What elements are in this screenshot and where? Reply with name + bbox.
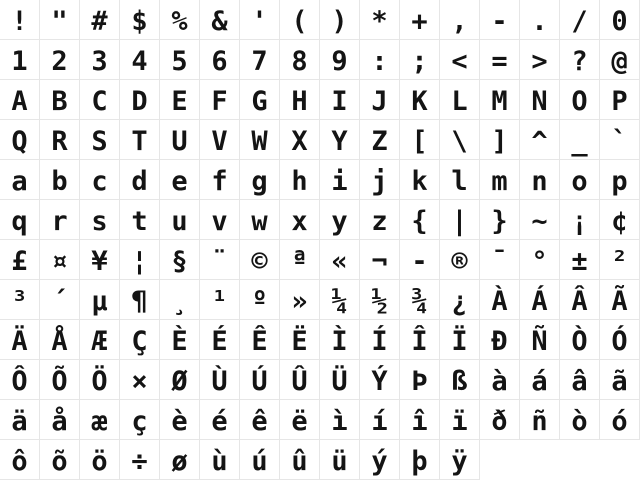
glyph-cell[interactable]: Ü <box>320 360 360 400</box>
glyph-cell[interactable]: ø <box>160 440 200 480</box>
glyph-cell[interactable]: ú <box>240 440 280 480</box>
glyph-cell[interactable]: X <box>280 120 320 160</box>
glyph-cell[interactable]: : <box>360 40 400 80</box>
glyph-cell[interactable]: . <box>520 0 560 40</box>
glyph-cell[interactable]: â <box>560 360 600 400</box>
glyph-cell[interactable]: ã <box>600 360 640 400</box>
glyph-cell[interactable]: í <box>360 400 400 440</box>
glyph-cell[interactable]: i <box>320 160 360 200</box>
glyph-cell[interactable]: r <box>40 200 80 240</box>
glyph-cell[interactable]: | <box>440 200 480 240</box>
glyph-cell[interactable]: < <box>440 40 480 80</box>
glyph-cell[interactable]: w <box>240 200 280 240</box>
glyph-cell[interactable]: ' <box>240 0 280 40</box>
glyph-cell[interactable]: Ñ <box>520 320 560 360</box>
glyph-cell[interactable]: ° <box>520 240 560 280</box>
glyph-cell[interactable]: ¥ <box>80 240 120 280</box>
glyph-cell[interactable]: 2 <box>40 40 80 80</box>
glyph-cell[interactable]: ] <box>480 120 520 160</box>
glyph-cell[interactable]: £ <box>0 240 40 280</box>
glyph-cell[interactable]: ì <box>320 400 360 440</box>
glyph-cell[interactable]: + <box>400 0 440 40</box>
glyph-cell[interactable]: C <box>80 80 120 120</box>
glyph-cell[interactable]: u <box>160 200 200 240</box>
glyph-cell[interactable]: & <box>200 0 240 40</box>
glyph-cell[interactable]: § <box>160 240 200 280</box>
glyph-cell[interactable]: Ç <box>120 320 160 360</box>
glyph-cell[interactable]: ï <box>440 400 480 440</box>
glyph-cell[interactable]: ( <box>280 0 320 40</box>
glyph-cell[interactable]: Ú <box>240 360 280 400</box>
glyph-cell[interactable]: ¾ <box>400 280 440 320</box>
glyph-cell[interactable]: P <box>600 80 640 120</box>
glyph-cell[interactable]: Û <box>280 360 320 400</box>
glyph-cell[interactable]: J <box>360 80 400 120</box>
glyph-cell[interactable]: Ë <box>280 320 320 360</box>
glyph-cell[interactable]: h <box>280 160 320 200</box>
glyph-cell[interactable]: É <box>200 320 240 360</box>
glyph-cell[interactable]: Ù <box>200 360 240 400</box>
glyph-cell[interactable]: ò <box>560 400 600 440</box>
glyph-cell[interactable]: A <box>0 80 40 120</box>
empty-cell <box>560 440 600 480</box>
glyph-cell[interactable]: m <box>480 160 520 200</box>
glyph-cell[interactable]: V <box>200 120 240 160</box>
glyph-cell[interactable]: ý <box>360 440 400 480</box>
glyph-cell[interactable]: f <box>200 160 240 200</box>
glyph-cell[interactable]: b <box>40 160 80 200</box>
glyph-cell[interactable]: Õ <box>40 360 80 400</box>
glyph-cell[interactable]: È <box>160 320 200 360</box>
glyph-cell[interactable]: 3 <box>80 40 120 80</box>
glyph-cell[interactable]: Ý <box>360 360 400 400</box>
glyph-cell[interactable]: Þ <box>400 360 440 400</box>
glyph-cell[interactable]: º <box>240 280 280 320</box>
glyph-cell[interactable]: q <box>0 200 40 240</box>
glyph-cell[interactable]: " <box>40 0 80 40</box>
glyph-cell[interactable]: ¸ <box>160 280 200 320</box>
glyph-cell[interactable]: S <box>80 120 120 160</box>
glyph-cell[interactable]: © <box>240 240 280 280</box>
glyph-cell[interactable]: å <box>40 400 80 440</box>
glyph-cell[interactable]: ½ <box>360 280 400 320</box>
glyph-cell[interactable]: ê <box>240 400 280 440</box>
glyph-cell[interactable]: p <box>600 160 640 200</box>
glyph-cell[interactable]: » <box>280 280 320 320</box>
glyph-cell[interactable]: x <box>280 200 320 240</box>
glyph-cell[interactable]: v <box>200 200 240 240</box>
glyph-cell[interactable]: \ <box>440 120 480 160</box>
glyph-cell[interactable]: 9 <box>320 40 360 80</box>
glyph-cell[interactable]: # <box>80 0 120 40</box>
glyph-cell[interactable]: ¹ <box>200 280 240 320</box>
glyph-cell[interactable]: Æ <box>80 320 120 360</box>
glyph-cell[interactable]: I <box>320 80 360 120</box>
glyph-cell[interactable]: o <box>560 160 600 200</box>
glyph-cell[interactable]: ¯ <box>480 240 520 280</box>
glyph-cell[interactable]: Ø <box>160 360 200 400</box>
glyph-cell[interactable]: c <box>80 160 120 200</box>
glyph-cell[interactable]: 0 <box>600 0 640 40</box>
glyph-cell[interactable]: 1 <box>0 40 40 80</box>
glyph-cell[interactable]: N <box>520 80 560 120</box>
glyph-cell[interactable]: ´ <box>40 280 80 320</box>
glyph-cell[interactable]: K <box>400 80 440 120</box>
glyph-cell[interactable]: ` <box>600 120 640 160</box>
glyph-cell[interactable]: H <box>280 80 320 120</box>
glyph-cell[interactable]: Å <box>40 320 80 360</box>
glyph-cell[interactable]: e <box>160 160 200 200</box>
glyph-cell[interactable]: ¼ <box>320 280 360 320</box>
glyph-cell[interactable]: y <box>320 200 360 240</box>
glyph-cell[interactable]: ë <box>280 400 320 440</box>
glyph-cell[interactable]: ñ <box>520 400 560 440</box>
glyph-cell[interactable]: Ä <box>0 320 40 360</box>
glyph-cell[interactable]: ð <box>480 400 520 440</box>
glyph-cell[interactable]: ³ <box>0 280 40 320</box>
glyph-cell[interactable]: T <box>120 120 160 160</box>
glyph-cell[interactable]: ® <box>440 240 480 280</box>
glyph-cell[interactable]: à <box>480 360 520 400</box>
glyph-cell[interactable]: é <box>200 400 240 440</box>
empty-cell <box>520 440 560 480</box>
glyph-cell[interactable]: ¶ <box>120 280 160 320</box>
glyph-cell[interactable]: µ <box>80 280 120 320</box>
glyph-cell[interactable]: g <box>240 160 280 200</box>
glyph-cell[interactable]: } <box>480 200 520 240</box>
glyph-cell[interactable]: W <box>240 120 280 160</box>
glyph-cell[interactable]: « <box>320 240 360 280</box>
glyph-cell[interactable]: - <box>480 0 520 40</box>
glyph-cell[interactable]: ÿ <box>440 440 480 480</box>
glyph-cell[interactable]: Q <box>0 120 40 160</box>
glyph-cell[interactable]: ! <box>0 0 40 40</box>
glyph-cell[interactable]: ^ <box>520 120 560 160</box>
glyph-cell[interactable]: $ <box>120 0 160 40</box>
glyph-cell[interactable]: × <box>120 360 160 400</box>
glyph-cell[interactable]: ª <box>280 240 320 280</box>
glyph-cell[interactable]: > <box>520 40 560 80</box>
glyph-cell[interactable]: l <box>440 160 480 200</box>
glyph-cell[interactable]: ç <box>120 400 160 440</box>
glyph-cell[interactable]: Ã <box>600 280 640 320</box>
glyph-cell[interactable]: Ð <box>480 320 520 360</box>
glyph-cell[interactable]: R <box>40 120 80 160</box>
glyph-cell[interactable]: ö <box>80 440 120 480</box>
glyph-cell[interactable]: 6 <box>200 40 240 80</box>
glyph-cell[interactable]: Á <box>520 280 560 320</box>
glyph-cell[interactable]: ~ <box>520 200 560 240</box>
glyph-cell[interactable]: j <box>360 160 400 200</box>
glyph-cell[interactable]: ± <box>560 240 600 280</box>
glyph-cell[interactable]: ä <box>0 400 40 440</box>
glyph-cell[interactable]: L <box>440 80 480 120</box>
glyph-cell[interactable]: Ó <box>600 320 640 360</box>
glyph-cell[interactable]: î <box>400 400 440 440</box>
glyph-cell[interactable]: ù <box>200 440 240 480</box>
glyph-cell[interactable]: 7 <box>240 40 280 80</box>
glyph-cell[interactable]: æ <box>80 400 120 440</box>
glyph-cell[interactable]: { <box>400 200 440 240</box>
empty-cell <box>480 440 520 480</box>
glyph-cell[interactable]: k <box>400 160 440 200</box>
glyph-cell[interactable]: ¿ <box>440 280 480 320</box>
glyph-cell[interactable]: z <box>360 200 400 240</box>
glyph-cell[interactable]: Z <box>360 120 400 160</box>
glyph-cell[interactable]: Ò <box>560 320 600 360</box>
glyph-cell[interactable]: è <box>160 400 200 440</box>
glyph-cell[interactable]: % <box>160 0 200 40</box>
glyph-cell[interactable]: 4 <box>120 40 160 80</box>
glyph-cell[interactable]: ô <box>0 440 40 480</box>
glyph-cell[interactable]: - <box>400 240 440 280</box>
glyph-cell[interactable]: a <box>0 160 40 200</box>
glyph-cell[interactable]: 8 <box>280 40 320 80</box>
glyph-cell[interactable]: U <box>160 120 200 160</box>
glyph-cell[interactable]: O <box>560 80 600 120</box>
glyph-cell[interactable]: õ <box>40 440 80 480</box>
glyph-cell[interactable]: ¨ <box>200 240 240 280</box>
glyph-cell[interactable]: n <box>520 160 560 200</box>
glyph-cell[interactable]: B <box>40 80 80 120</box>
empty-cell <box>600 440 640 480</box>
glyph-cell[interactable]: t <box>120 200 160 240</box>
glyph-cell[interactable]: Ï <box>440 320 480 360</box>
glyph-cell[interactable]: Ê <box>240 320 280 360</box>
glyph-cell[interactable]: á <box>520 360 560 400</box>
glyph-cell[interactable]: d <box>120 160 160 200</box>
glyph-cell[interactable]: Í <box>360 320 400 360</box>
glyph-cell[interactable]: E <box>160 80 200 120</box>
glyph-cell[interactable]: ¬ <box>360 240 400 280</box>
glyph-cell[interactable]: s <box>80 200 120 240</box>
glyph-cell[interactable]: * <box>360 0 400 40</box>
glyph-cell[interactable]: ¡ <box>560 200 600 240</box>
glyph-cell[interactable]: Ì <box>320 320 360 360</box>
glyph-cell[interactable]: ÷ <box>120 440 160 480</box>
glyph-cell[interactable]: [ <box>400 120 440 160</box>
glyph-cell[interactable]: ) <box>320 0 360 40</box>
glyph-cell[interactable]: þ <box>400 440 440 480</box>
glyph-cell[interactable]: M <box>480 80 520 120</box>
glyph-cell[interactable]: Y <box>320 120 360 160</box>
glyph-cell[interactable]: ¢ <box>600 200 640 240</box>
glyph-cell[interactable]: @ <box>600 40 640 80</box>
glyph-cell[interactable]: ¦ <box>120 240 160 280</box>
glyph-cell[interactable]: Î <box>400 320 440 360</box>
glyph-cell[interactable]: / <box>560 0 600 40</box>
glyph-cell[interactable]: F <box>200 80 240 120</box>
glyph-cell[interactable]: = <box>480 40 520 80</box>
glyph-cell[interactable]: ü <box>320 440 360 480</box>
glyph-cell[interactable]: ß <box>440 360 480 400</box>
glyph-cell[interactable]: ? <box>560 40 600 80</box>
glyph-cell[interactable]: G <box>240 80 280 120</box>
glyph-cell[interactable]: ; <box>400 40 440 80</box>
glyph-cell[interactable]: ¤ <box>40 240 80 280</box>
glyph-cell[interactable]: Â <box>560 280 600 320</box>
glyph-cell[interactable]: , <box>440 0 480 40</box>
glyph-cell[interactable]: ó <box>600 400 640 440</box>
glyph-cell[interactable]: _ <box>560 120 600 160</box>
glyph-cell[interactable]: Ö <box>80 360 120 400</box>
glyph-cell[interactable]: û <box>280 440 320 480</box>
glyph-cell[interactable]: Ô <box>0 360 40 400</box>
glyph-cell[interactable]: 5 <box>160 40 200 80</box>
glyph-cell[interactable]: À <box>480 280 520 320</box>
glyph-cell[interactable]: D <box>120 80 160 120</box>
glyph-cell[interactable]: ² <box>600 240 640 280</box>
